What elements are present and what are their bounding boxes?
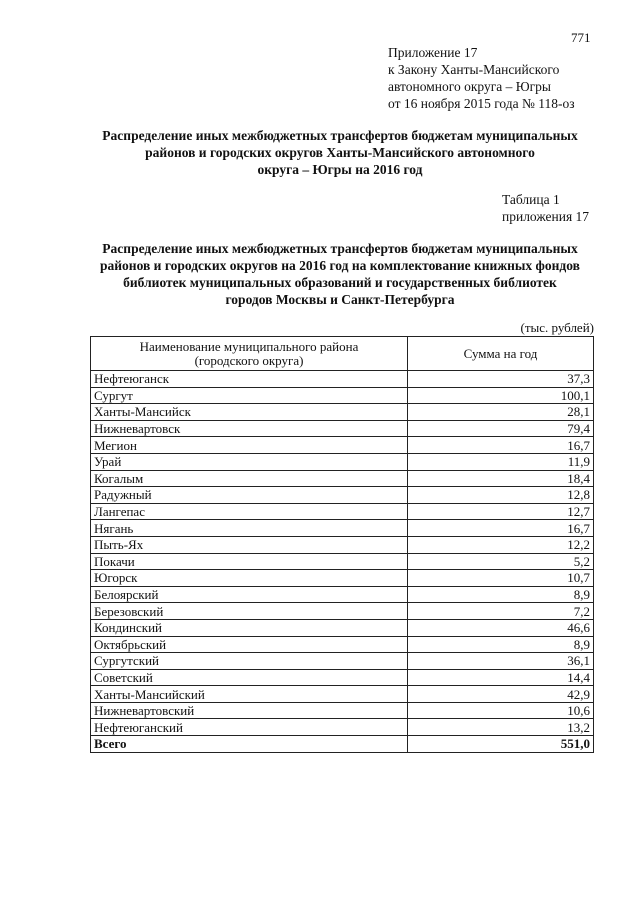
annual-sum: 42,9 [408,686,594,703]
annual-sum: 8,9 [408,586,594,603]
column-header-sum: Сумма на год [408,337,594,371]
municipality-name: Березовский [91,603,408,620]
municipality-name: Нефтеюганский [91,719,408,736]
table-row [91,669,594,686]
municipality-name: Пыть-Ях [91,536,408,553]
municipality-name: Нефтеюганск [91,371,408,388]
annual-sum: 14,4 [408,669,594,686]
table-total-row [91,736,594,753]
municipality-name: Югорск [91,570,408,587]
transfers-table [90,336,594,753]
table-title-line: районов и городских округов на 2016 год на комплектование книжных фондов [100,258,580,273]
annual-sum: 79,4 [408,420,594,437]
annual-sum: 12,8 [408,487,594,504]
municipality-name: Советский [91,669,408,686]
municipality-name: Белоярский [91,586,408,603]
table-row [91,686,594,703]
annual-sum: 11,9 [408,453,594,470]
table-row [91,653,594,670]
table-row [91,570,594,587]
annual-sum: 5,2 [408,553,594,570]
municipality-name: Покачи [91,553,408,570]
column-header-name-line: Наименование муниципального района [139,338,359,354]
annual-sum: 10,6 [408,702,594,719]
table-row [91,702,594,719]
municipality-name: Кондинский [91,619,408,636]
table-row [91,619,594,636]
annual-sum: 10,7 [408,570,594,587]
municipality-name: Нижневартовск [91,420,408,437]
appendix-line: от 16 ноября 2015 года № 118-оз [388,96,575,111]
table-row [91,453,594,470]
document-title-line: районов и городских округов Ханты-Мансийского автономного [145,145,535,160]
table-title-line: городов Москвы и Санкт-Петербурга [225,292,455,307]
municipality-name: Октябрьский [91,636,408,653]
annual-sum: 18,4 [408,470,594,487]
appendix-line: Приложение 17 [388,45,478,60]
municipality-name: Лангепас [91,503,408,520]
municipality-name: Мегион [91,437,408,454]
table-row [91,503,594,520]
appendix-note [388,44,575,112]
table-row [91,470,594,487]
table-row [91,603,594,620]
page-number: 771 [571,30,591,45]
table-row [91,520,594,537]
table-row [91,553,594,570]
municipality-name: Нягань [91,520,408,537]
annual-sum: 8,9 [408,636,594,653]
annual-sum: 100,1 [408,387,594,404]
municipality-name: Нижневартовский [91,702,408,719]
annual-sum: 13,2 [408,719,594,736]
table-caption [502,191,589,225]
annual-sum: 37,3 [408,371,594,388]
document-title [60,127,620,178]
column-header-name [91,337,408,371]
table-row [91,371,594,388]
document-title-line: округа – Югры на 2016 год [257,162,423,177]
municipality-name: Ханты-Мансийск [91,404,408,421]
table-row [91,437,594,454]
table-row [91,536,594,553]
annual-sum: 36,1 [408,653,594,670]
annual-sum: 12,7 [408,503,594,520]
table-row [91,404,594,421]
document-title-line: Распределение иных межбюджетных трансфертов бюджетам муниципальных [102,128,578,143]
municipality-name: Ханты-Мансийский [91,686,408,703]
table-row [91,420,594,437]
municipality-name: Сургут [91,387,408,404]
table-row [91,487,594,504]
table-caption-line: приложения 17 [502,209,590,224]
table-body [91,371,594,753]
annual-sum: 46,6 [408,619,594,636]
annual-sum: 12,2 [408,536,594,553]
table-row [91,387,594,404]
table-row [91,636,594,653]
annual-sum: 28,1 [408,404,594,421]
annual-sum: 16,7 [408,520,594,537]
units-label: (тыс. рублей) [520,320,594,335]
municipality-name: Когалым [91,470,408,487]
total-label: Всего [91,736,408,753]
table-caption-line: Таблица 1 [502,192,560,207]
column-header-name-line: (городского округа) [194,352,304,368]
table-title-line: библиотек муниципальных образований и государственных библиотек [123,275,557,290]
municipality-name: Урай [91,453,408,470]
total-sum: 551,0 [408,736,594,753]
table-row [91,719,594,736]
annual-sum: 7,2 [408,603,594,620]
appendix-line: к Закону Ханты-Мансийского [388,62,560,77]
table-title-line: Распределение иных межбюджетных трансфертов бюджетам муниципальных [102,241,578,256]
municipality-name: Сургутский [91,653,408,670]
table-title [60,240,620,308]
appendix-line: автономного округа – Югры [388,79,551,94]
table-row [91,586,594,603]
municipality-name: Радужный [91,487,408,504]
table-header-row [91,337,594,371]
annual-sum: 16,7 [408,437,594,454]
